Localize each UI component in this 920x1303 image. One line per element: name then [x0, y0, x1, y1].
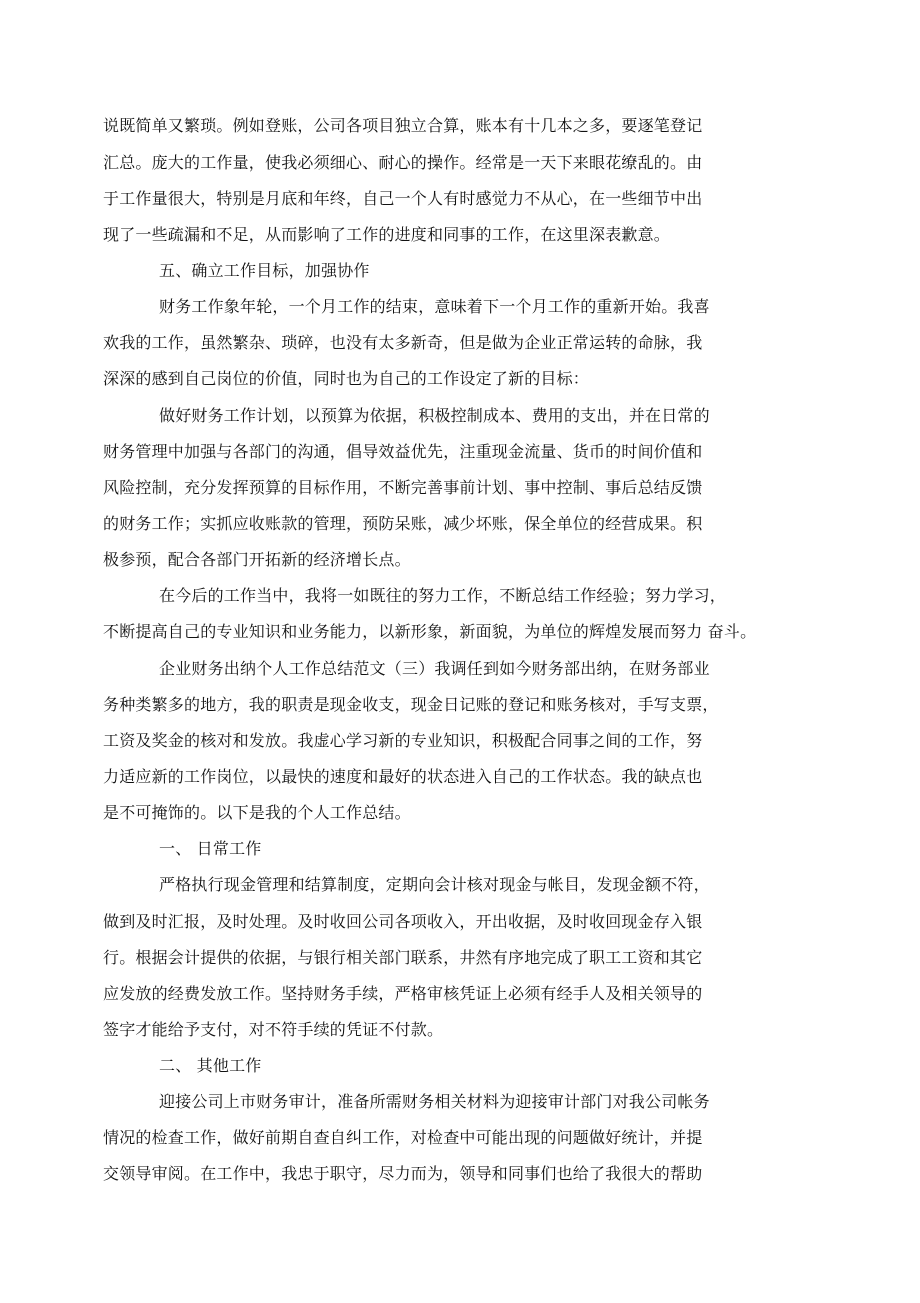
- text-line: 的财务工作；实抓应收账款的管理，预防呆账，减少坏账，保全单位的经营成果。积: [103, 514, 703, 533]
- section-heading: 五、确立工作目标，加强协作: [159, 261, 370, 280]
- text-line: 说既简单又繁琐。例如登账，公司各项目独立合算，账本有十几本之多，要逐笔登记: [103, 116, 703, 135]
- text-line: 财务管理中加强与各部门的沟通，倡导效益优先，注重现金流量、货币的时间价值和: [103, 442, 703, 461]
- text-line: 交领导审阅。在工作中，我忠于职守，尽力而为，领导和同事们也给了我很大的帮助: [103, 1164, 703, 1183]
- text-line: 在今后的工作当中，我将一如既往的努力工作，不断总结工作经验；努力学习，: [159, 586, 727, 605]
- text-line: 深深的感到自己岗位的价值，同时也为自己的工作设定了新的目标：: [103, 369, 590, 388]
- text-line: 签字才能给予支付，对不符手续的凭证不付款。: [103, 1020, 444, 1039]
- section-heading: 二、 其他工作: [159, 1056, 262, 1075]
- text-line: 汇总。庞大的工作量，使我必须细心、耐心的操作。经常是一天下来眼花缭乱的。由: [103, 153, 703, 172]
- section-heading: 一、 日常工作: [159, 839, 262, 858]
- text-line: 力适应新的工作岗位，以最快的速度和最好的状态进入自己的工作状态。我的缺点也: [103, 767, 703, 786]
- text-line: 风险控制，充分发挥预算的目标作用，不断完善事前计划、事中控制、事后总结反馈: [103, 478, 703, 497]
- text-line: 务种类繁多的地方，我的职责是现金收支，现金日记账的登记和账务核对，手写支票，: [103, 695, 719, 714]
- text-line: 是不可掩饰的。以下是我的个人工作总结。: [103, 803, 411, 822]
- text-line: 做好财务工作计划，以预算为依据，积极控制成本、费用的支出，并在日常的: [159, 406, 710, 425]
- text-line: 行。根据会计提供的依据，与银行相关部门联系，井然有序地完成了职工工资和其它: [103, 948, 703, 967]
- text-line: 迎接公司上市财务审计，准备所需财务相关材料为迎接审计部门对我公司帐务: [159, 1092, 710, 1111]
- text-line: 严格执行现金管理和结算制度，定期向会计核对现金与帐目，发现金额不符，: [159, 875, 710, 894]
- text-line: 现了一些疏漏和不足，从而影响了工作的进度和同事的工作，在这里深表歉意。: [103, 225, 671, 244]
- text-line: 欢我的工作，虽然繁杂、琐碎，也没有太多新奇，但是做为企业正常运转的命脉，我: [103, 333, 703, 352]
- text-line: 财务工作象年轮，一个月工作的结束，意味着下一个月工作的重新开始。我喜: [159, 297, 710, 316]
- text-line: 极参预，配合各部门开拓新的经济增长点。: [103, 550, 411, 569]
- text-line: 不断提高自己的专业知识和业务能力，以新形象，新面貌，为单位的辉煌发展而努力 奋斗。: [103, 622, 757, 641]
- text-line: 于工作量很大，特别是月底和年终，自己一个人有时感觉力不从心，在一些细节中出: [103, 189, 703, 208]
- text-line: 情况的检查工作，做好前期自查自纠工作，对检查中可能出现的问题做好统计，并提: [103, 1128, 703, 1147]
- text-line: 企业财务出纳个人工作总结范文（三）我调任到如今财务部出纳，在财务部业: [159, 659, 710, 678]
- text-line: 工资及奖金的核对和发放。我虚心学习新的专业知识，积极配合同事之间的工作，努: [103, 731, 703, 750]
- text-line: 应发放的经费发放工作。坚持财务手续，严格审核凭证上必须有经手人及相关领导的: [103, 984, 703, 1003]
- text-line: 做到及时汇报，及时处理。及时收回公司各项收入，开出收据，及时收回现金存入银: [103, 912, 703, 931]
